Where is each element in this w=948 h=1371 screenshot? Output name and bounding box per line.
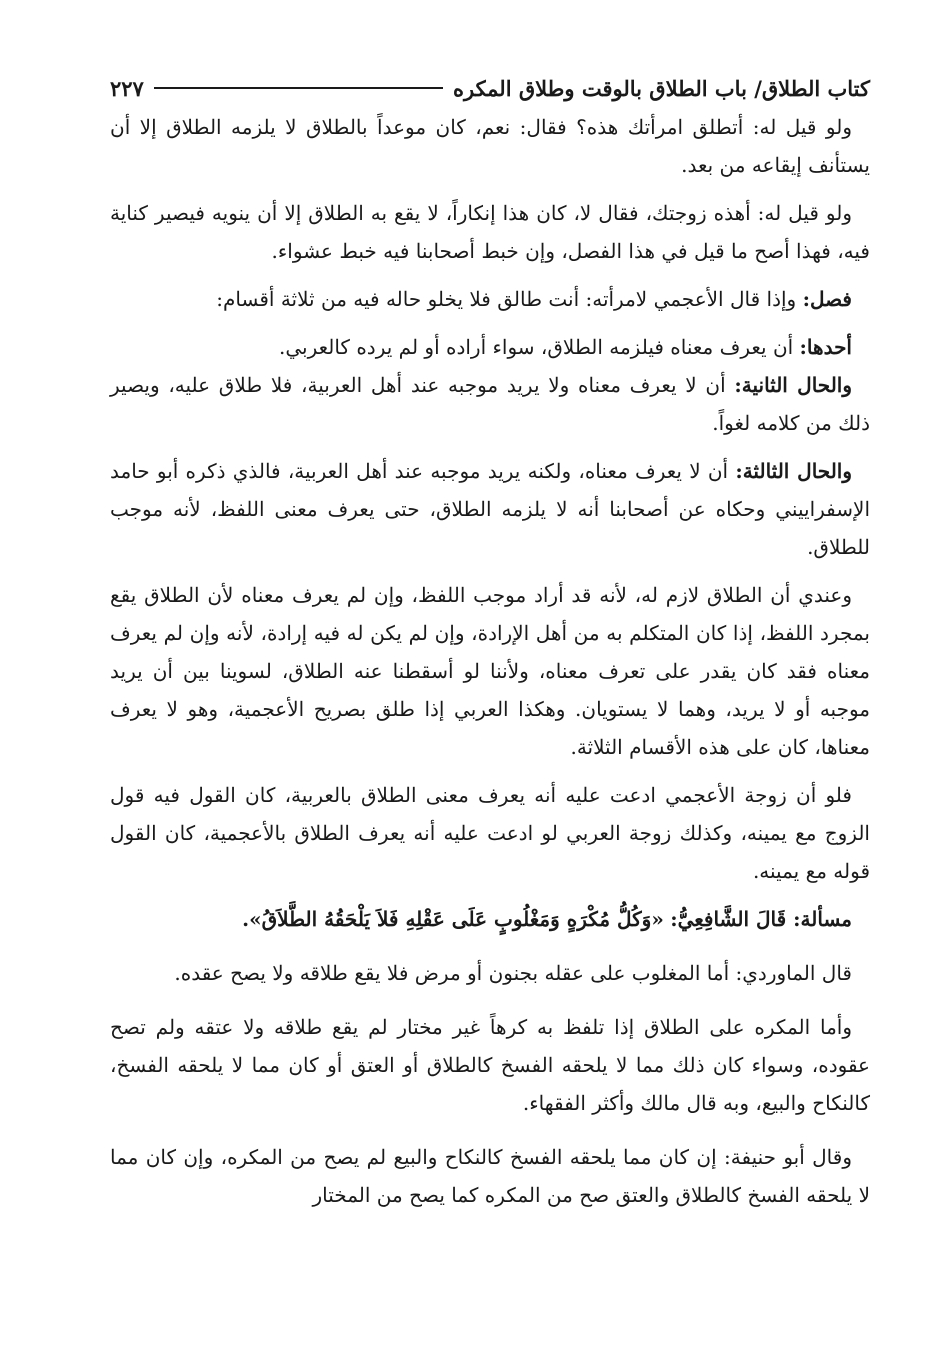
paragraph-1: ولو قيل له: أتطلق امرأتك هذه؟ فقال: نعم، كان موعداً بالطلاق لا يلزمه الطلاق إلا أن يستأنف إيقاعه من بعد. bbox=[110, 115, 870, 177]
section-fasl: فصل: وإذا قال الأعجمي لامرأته: أنت طالق فلا يخلو حاله فيه من ثلاثة أقسام: bbox=[216, 287, 852, 311]
paragraph-mawardi: قال الماوردي: أما المغلوب على عقله بجنون أو مرض فلا يقع طلاقه ولا يصح عقده. bbox=[174, 961, 852, 985]
book-page bbox=[110, 68, 870, 1214]
chapter-title: كتاب الطلاق/ باب الطلاق بالوقت وطلاق المكره bbox=[452, 75, 870, 101]
paragraph-opinion: وعندي أن الطلاق لازم له، لأنه قد أراد موجب اللفظ، وإن لم يعرف معناه لأن الطلاق يقع بمجرد اللفظ، إذا كان المتكلم به من أهل الإرادة، وإن لم يكن له فيه إرادة، لأنه وإن لم يعرف معناه فقد كان يقدر على تعرف معناه، ولأننا لو أسقطنا عنه الطلاق، لسوينا بين أن يريد موجبه أو لا يريد، وهما لا يستويان. وهكذا العربي إذا طلق بصريح الأعجمية، وهو لا يعرف معناها، كان على هذه الأقسام الثلاثة. bbox=[110, 583, 871, 759]
body-text bbox=[110, 108, 870, 1214]
case-three: والحال الثالثة: أن لا يعرف معناه، ولكنه يريد موجبه عند أهل العربية، فالذي ذكره أبو حامد الإسفراييني وحكاه عن أصحابنا أنه لا يلزمه الطلاق، حتى يعرف معنى اللفظ، لأنه موجب للطلاق. bbox=[110, 459, 870, 559]
paragraph-abu-hanifa: وقال أبو حنيفة: إن كان مما يلحقه الفسخ كالنكاح والبيع لم يصح من المكره، وإن كان مما لا يلحقه الفسخ كالطلاق والعتق صح من المكره كما يصح من المختار bbox=[110, 1145, 870, 1207]
case-one-label: أحدها: bbox=[799, 335, 852, 359]
case-two: والحال الثانية: أن لا يعرف معناه ولا يريد موجبه عند أهل العربية، فلا طلاق عليه، ويصير ذلك من كلامه لغواً. bbox=[110, 373, 870, 435]
paragraph-mukrah: وأما المكره على الطلاق إذا تلفظ به كرهاً غير مختار لم يقع طلاقه ولا عتقه ولم تصح عقوده، وسواء كان ذلك مما لا يلحقه الفسخ كالطلاق أو العتق أو كان مما لا يلحقه الفسخ، كالنكاح والبيع، وبه قال مالك وأكثر الفقهاء. bbox=[110, 1015, 870, 1115]
masala-heading bbox=[110, 900, 870, 938]
case-one: أحدها: أن يعرف معناه فيلزمه الطلاق، سواء أراده أو لم يرده كالعربي. bbox=[278, 335, 852, 359]
case-two-label: والحال الثانية: bbox=[734, 373, 853, 397]
case-three-label: والحال الثالثة: bbox=[735, 459, 853, 483]
running-header bbox=[110, 68, 870, 108]
header-rule bbox=[154, 87, 443, 89]
page-number: ٢٢٧ bbox=[110, 75, 144, 101]
shafii-quote: «وَكُلُّ مُكْرَهٍ وَمَغْلُوبٍ عَلَى عَقْلِهِ فَلاَ يَلْحَقُهُ الطَّلاَقُ». bbox=[242, 907, 664, 931]
masala-label: مسألة: قَالَ الشَّافِعِيُّ: bbox=[670, 907, 852, 931]
paragraph-2: ولو قيل له: أهذه زوجتك، فقال لا، كان هذا إنكاراً، لا يقع به الطلاق إلا أن ينويه فيصير كناية فيه، فهذا أصح ما قيل في هذا الفصل، وإن خبط أصحابنا فيه خبط عشواء. bbox=[110, 201, 870, 263]
section-label: فصل: bbox=[802, 287, 852, 311]
paragraph-claim: فلو أن زوجة الأعجمي ادعت عليه أنه يعرف معنى الطلاق بالعربية، كان القول فيه قول الزوج مع يمينه، وكذلك زوجة العربي لو ادعت عليه أنه يعرف الطلاق بالأعجمية، كان القول قوله مع يمينه. bbox=[110, 783, 870, 883]
